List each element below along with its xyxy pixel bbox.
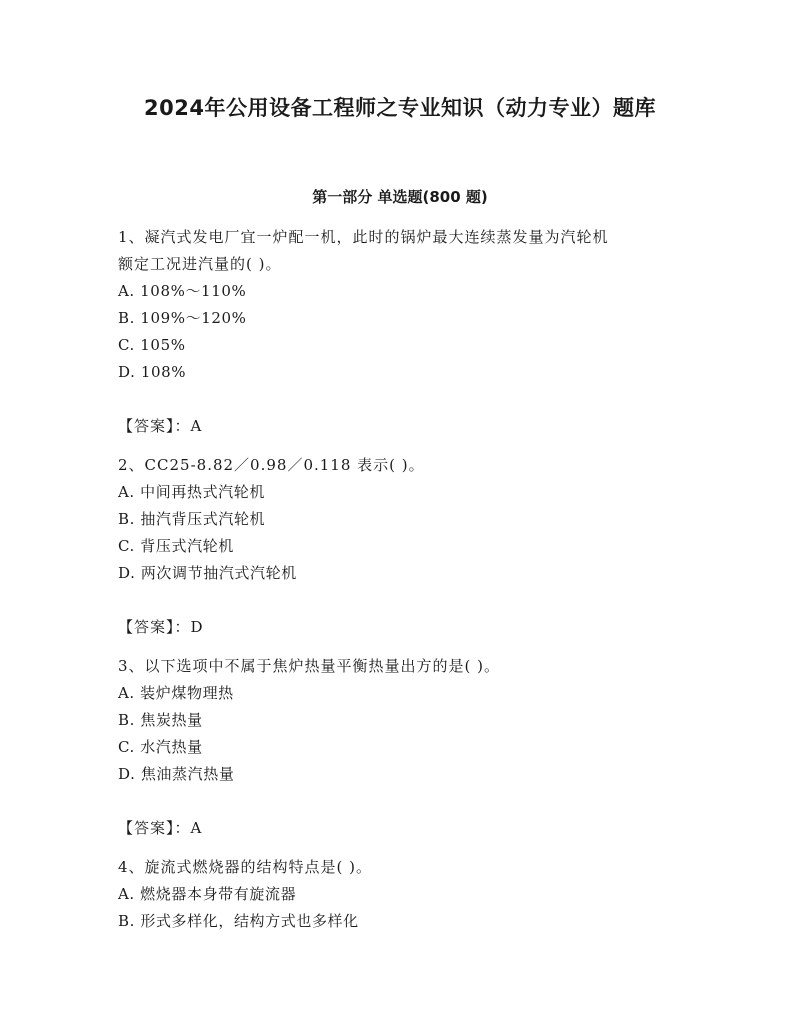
option-b: B. 形式多样化，结构方式也多样化 xyxy=(118,912,359,930)
question-stem: 2、CC25-8.82／0.98／0.118 表示( )。 xyxy=(118,456,425,474)
section-title: 第一部分 单选题(800 题) xyxy=(312,188,488,206)
option-c: C. 背压式汽轮机 xyxy=(118,537,234,555)
option-a: A. 中间再热式汽轮机 xyxy=(118,483,265,501)
option-b: B. 109%～120% xyxy=(118,309,247,327)
question-stem: 4、旋流式燃烧器的结构特点是( )。 xyxy=(118,858,373,876)
option-b: B. 抽汽背压式汽轮机 xyxy=(118,510,266,528)
option-a: A. 装炉煤物理热 xyxy=(118,684,234,702)
question-stem: 3、以下选项中不属于焦炉热量平衡热量出方的是( )。 xyxy=(118,657,501,675)
question-3 xyxy=(118,653,698,842)
option-d: D. 两次调节抽汽式汽轮机 xyxy=(118,564,297,582)
option-c: C. 水汽热量 xyxy=(118,738,203,756)
answer: 【答案】：A xyxy=(118,417,203,435)
question-2 xyxy=(118,452,698,641)
answer: 【答案】：A xyxy=(118,819,203,837)
question-stem: 额定工况进汽量的( )。 xyxy=(118,255,282,273)
option-a: A. 108%～110% xyxy=(118,282,247,300)
page-title: 2024年公用设备工程师之专业知识（动力专业）题库 xyxy=(144,96,656,120)
option-a: A. 燃烧器本身带有旋流器 xyxy=(118,885,297,903)
question-1 xyxy=(118,224,698,440)
question-stem: 1、凝汽式发电厂宜一炉配一机，此时的锅炉最大连续蒸发量为汽轮机 xyxy=(118,228,609,246)
answer: 【答案】：D xyxy=(118,618,204,636)
option-d: D. 108% xyxy=(118,363,187,381)
option-b: B. 焦炭热量 xyxy=(118,711,203,729)
option-c: C. 105% xyxy=(118,336,186,354)
question-list xyxy=(118,224,698,935)
question-4 xyxy=(118,854,698,935)
option-d: D. 焦油蒸汽热量 xyxy=(118,765,235,783)
